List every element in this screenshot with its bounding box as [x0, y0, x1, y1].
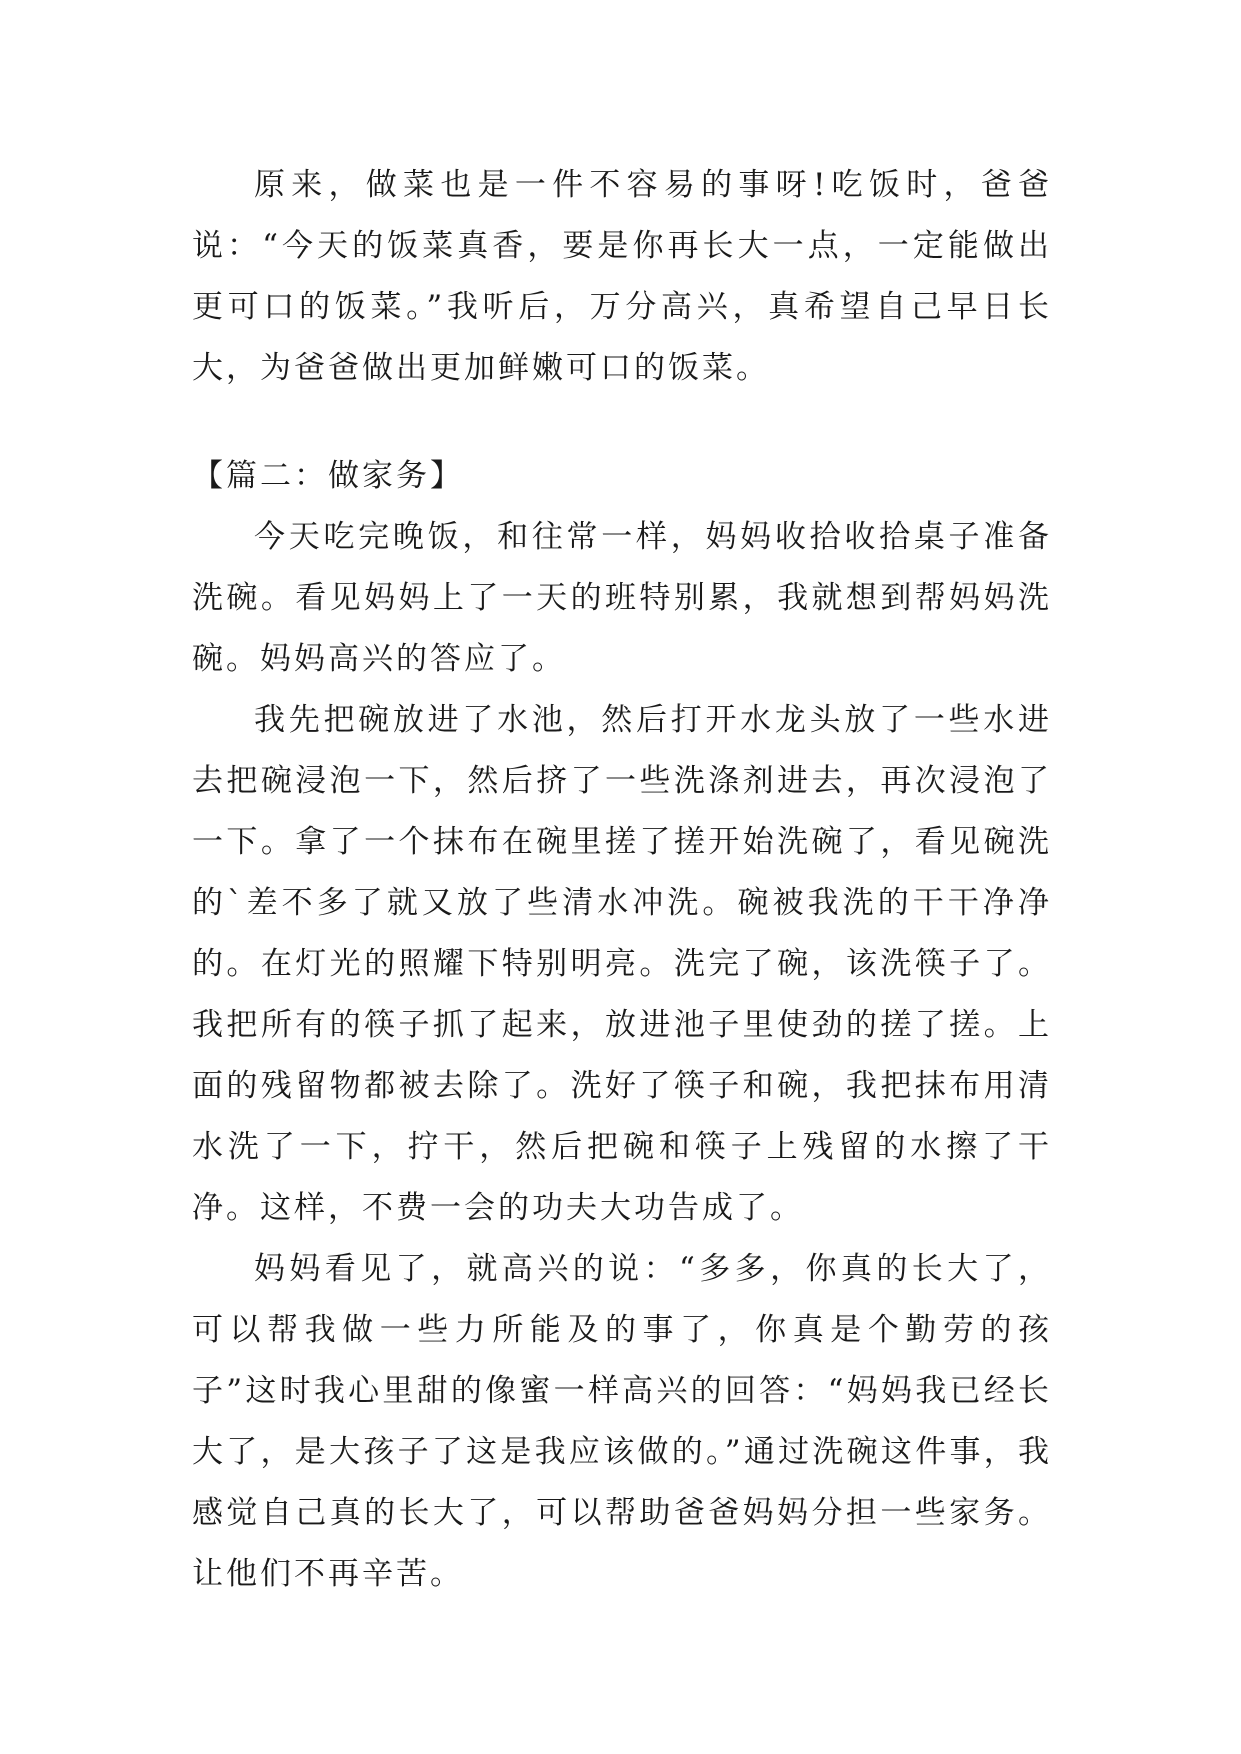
paragraph-3: 妈妈看见了，就高兴的说：“多多，你真的长大了，可以帮我做一些力所能及的事了，你真是个勤劳的孩子”这时我心里甜的像蜜一样高兴的回答：“妈妈我已经长大了，是大孩子了这是我应该做的。”通过洗碗这件事，我感觉自己真的长大了，可以帮助爸爸妈妈分担一些家务。让他们不再辛苦。: [192, 1251, 1052, 1592]
section-heading: 【篇二：做家务】: [192, 458, 464, 494]
section-heading-block: [192, 446, 1052, 507]
section-body: [192, 507, 1052, 1605]
paragraph-1: 今天吃完晚饭，和往常一样，妈妈收拾收拾桌子准备洗碗。看见妈妈上了一天的班特别累，我就想到帮妈妈洗碗。妈妈高兴的答应了。: [192, 519, 1052, 677]
intro-section: [192, 155, 1052, 399]
paragraph-2: 我先把碗放进了水池，然后打开水龙头放了一些水进去把碗浸泡一下，然后挤了一些洗涤剂进去，再次浸泡了一下。拿了一个抹布在碗里搓了搓开始洗碗了，看见碗洗的`差不多了就又放了些清水冲洗。碗被我洗的干干净净的。在灯光的照耀下特别明亮。洗完了碗，该洗筷子了。我把所有的筷子抓了起来，放进池子里使劲的搓了搓。上面的残留物都被去除了。洗好了筷子和碗，我把抹布用清水洗了一下，拧干，然后把碗和筷子上残留的水擦了干净。这样，不费一会的功夫大功告成了。: [192, 702, 1052, 1226]
paragraph-intro: 原来，做菜也是一件不容易的事呀!吃饭时，爸爸说：“今天的饭菜真香，要是你再长大一点，一定能做出更可口的饭菜。”我听后，万分高兴，真希望自己早日长大，为爸爸做出更加鲜嫩可口的饭菜。: [192, 167, 1052, 386]
